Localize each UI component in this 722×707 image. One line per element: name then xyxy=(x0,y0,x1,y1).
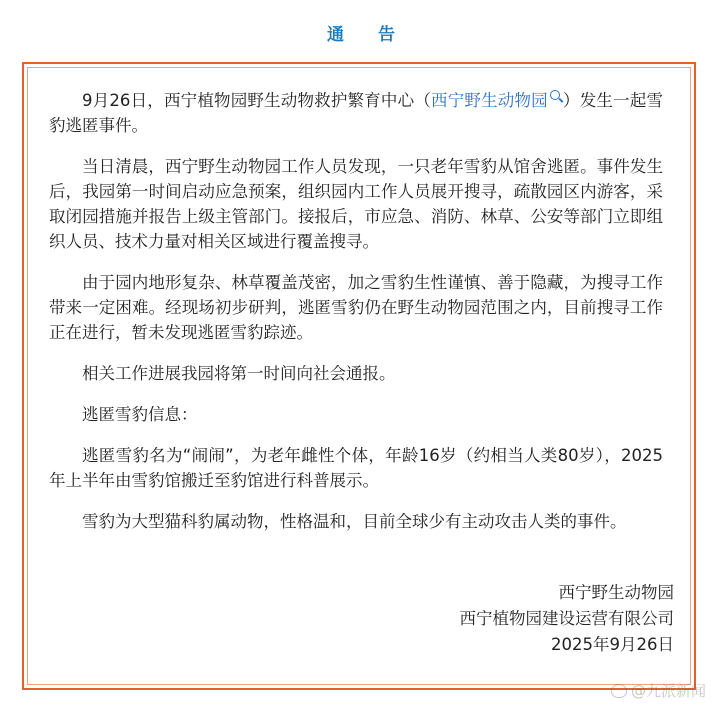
paragraph-4: 相关工作进展我园将第一时间向社会通报。 xyxy=(82,364,396,383)
paragraph-1 xyxy=(49,88,663,138)
signature-block xyxy=(460,580,675,658)
watermark xyxy=(611,680,706,701)
notice-title: 通 告 xyxy=(327,25,409,45)
paragraph-5: 逃匿雪豹信息： xyxy=(82,405,198,424)
signature-date: 2025年9月26日 xyxy=(551,635,674,654)
paragraph-1-tail: ）发生一起雪豹逃匿事件。 xyxy=(49,91,664,135)
paragraph-2: 当日清晨，西宁野生动物园工作人员发现，一只老年雪豹从馆舍逃匿。事件发生后，我园第一时间启动应急预案，组织园内工作人员展开搜寻，疏散园区内游客，采取闭园措施并报告上级主管部门。接报后，市应急、消防、林草、公安等部门立即组织人员、技术力量对相关区域进行覆盖搜寻。 xyxy=(49,157,663,251)
signature-org-zoo: 西宁野生动物园 xyxy=(558,583,674,602)
watermark-text: @九派新闻 xyxy=(630,682,706,700)
paragraph-7: 雪豹为大型猫科豹属动物，性格温和，目前全球少有主动攻击人类的事件。 xyxy=(82,512,627,531)
signature-org-company: 西宁植物园建设运营有限公司 xyxy=(459,609,674,628)
search-icon[interactable] xyxy=(550,90,560,100)
paragraph-3: 由于园内地形复杂、林草覆盖茂密，加之雪豹生性谨慎、善于隐藏，为搜寻工作带来一定困难。经现场初步研判，逃匿雪豹仍在野生动物园范围之内，目前搜寻工作正在进行，暂未发现逃匿雪豹踪迹。 xyxy=(49,273,663,342)
paragraph-6: 逃匿雪豹名为“闹闹”，为老年雌性个体，年龄16岁（约相当人类80岁），2025年上半年由雪豹馆搬迁至豹馆进行科普展示。 xyxy=(49,446,663,490)
paragraph-1-lead: 9月26日，西宁植物园野生动物救护繁育中心（ xyxy=(82,91,432,110)
weibo-icon xyxy=(611,684,627,698)
notice-frame xyxy=(22,62,696,690)
notice-body xyxy=(49,88,663,550)
zoo-link[interactable]: 西宁野生动物园 xyxy=(431,91,548,110)
